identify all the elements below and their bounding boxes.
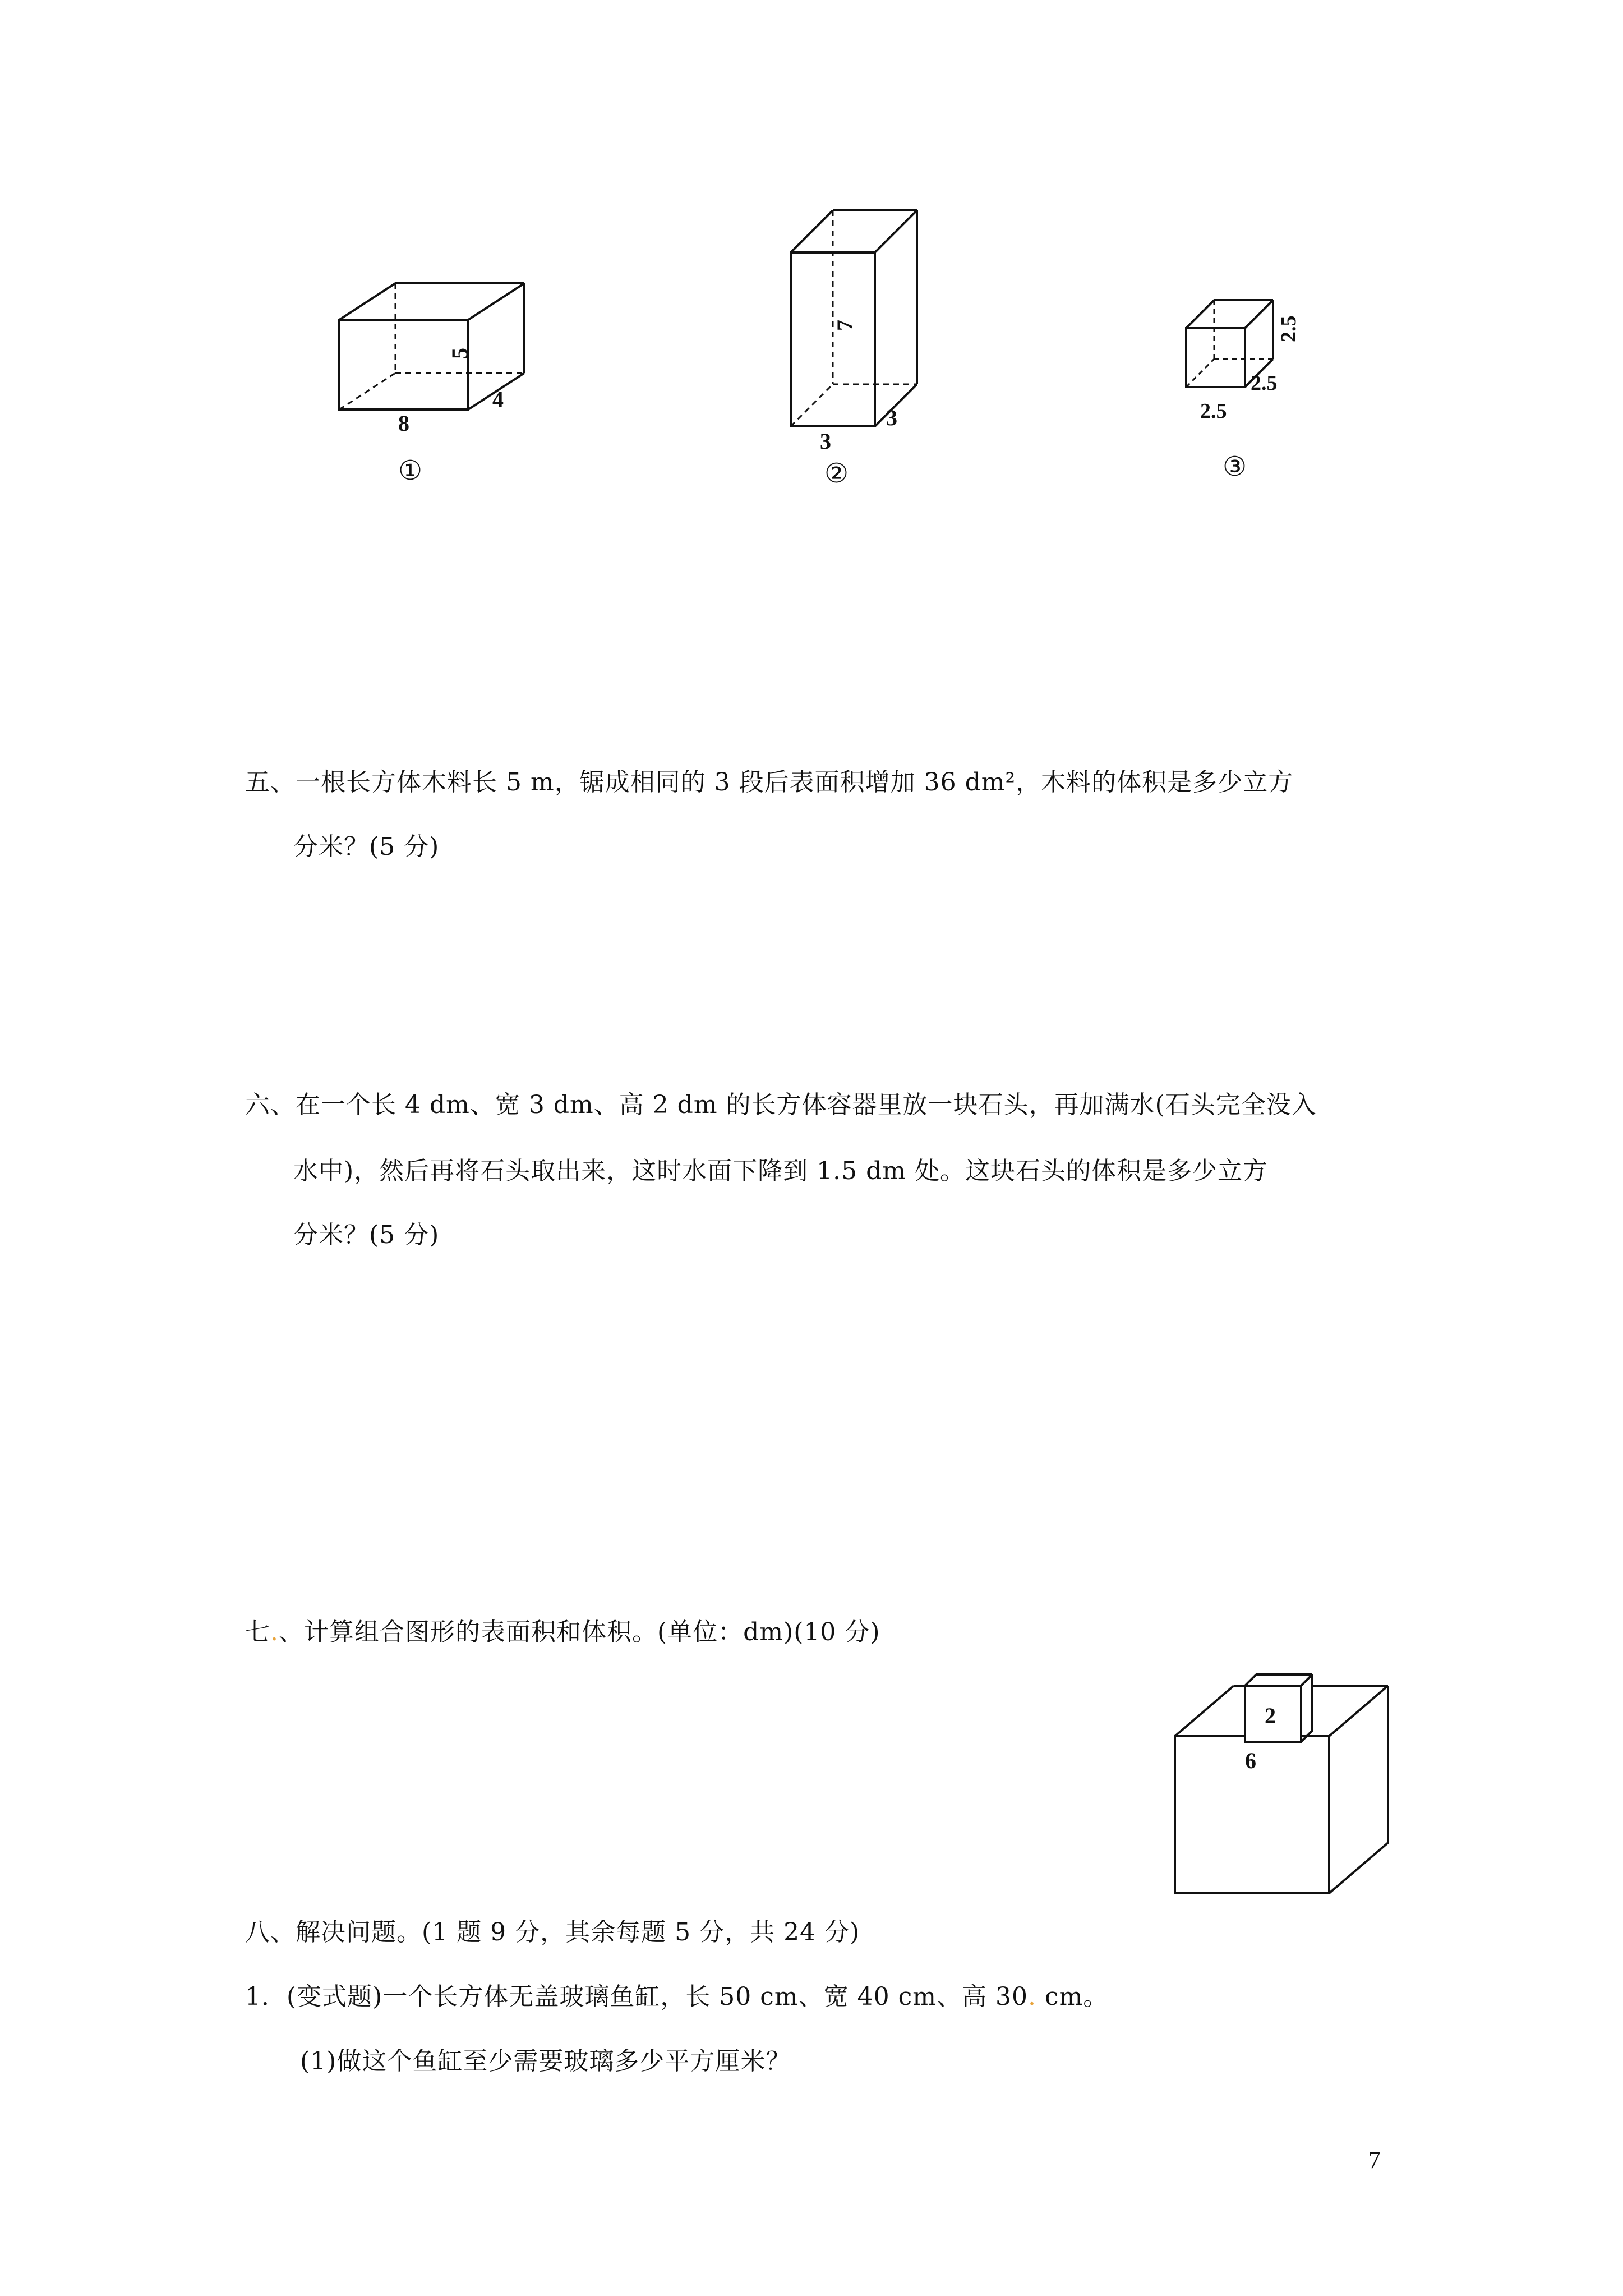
fig1-label: ① — [398, 456, 423, 486]
q8-heading: 八、解决问题。(1 题 9 分，其余每题 5 分，共 24 分) — [245, 1918, 860, 1947]
page-number: 7 — [1368, 2146, 1381, 2174]
edit-mark: . — [1027, 1982, 1036, 2011]
q5-line2: 分米？(5 分) — [293, 832, 440, 861]
fig3-width: 2.5 — [1251, 371, 1278, 395]
fig3-height: 2.5 — [1277, 315, 1301, 342]
cuboid-figure-2 — [768, 202, 937, 496]
fig1-width: 4 — [492, 386, 504, 412]
combined-cubes-figure — [1166, 1644, 1408, 1915]
q8-item1-text: 1．(变式题)一个长方体无盖玻璃鱼缸，长 50 cm、宽 40 cm、高 30 — [245, 1982, 1028, 2011]
q6-line1: 六、在一个长 4 dm、宽 3 dm、高 2 dm 的长方体容器里放一块石头，再加满水(石头完全没入 — [245, 1091, 1317, 1119]
fig2-height: 7 — [832, 320, 857, 331]
q8-item1-unit: cm。 — [1036, 1982, 1109, 2011]
q5-line1: 五、一根长方体木料长 5 m，锯成相同的 3 段后表面积增加 36 dm²，木料的体积是多少立方 — [245, 768, 1294, 797]
small-cube-edge: 2 — [1265, 1703, 1276, 1728]
q7-text: 、计算组合图形的表面积和体积。(单位：dm)(10 分) — [279, 1618, 880, 1646]
fig2-label: ② — [824, 459, 849, 489]
fig1-height: 5 — [447, 348, 472, 359]
fig2-length: 3 — [820, 429, 831, 454]
q8-item1 — [245, 1980, 1108, 2014]
q7-heading — [245, 1616, 880, 1649]
fig2-width: 3 — [886, 405, 897, 430]
cube-figure-3 — [1178, 292, 1346, 496]
fig1-length: 8 — [398, 411, 409, 436]
q6-line3: 分米？(5 分) — [293, 1221, 440, 1249]
q6-line2: 水中)，然后再将石头取出来，这时水面下降到 1.5 dm 处。这块石头的体积是多少立方 — [293, 1157, 1268, 1185]
edit-mark: . — [270, 1618, 279, 1646]
q8-item1-sub1: (1)做这个鱼缸至少需要玻璃多少平方厘米？ — [300, 2047, 791, 2076]
fig3-length: 2.5 — [1200, 399, 1227, 423]
cuboid-figure-1 — [314, 269, 550, 496]
fig3-label: ③ — [1223, 452, 1247, 482]
big-cube-edge: 6 — [1245, 1748, 1256, 1773]
q7-number: 七 — [245, 1618, 270, 1646]
